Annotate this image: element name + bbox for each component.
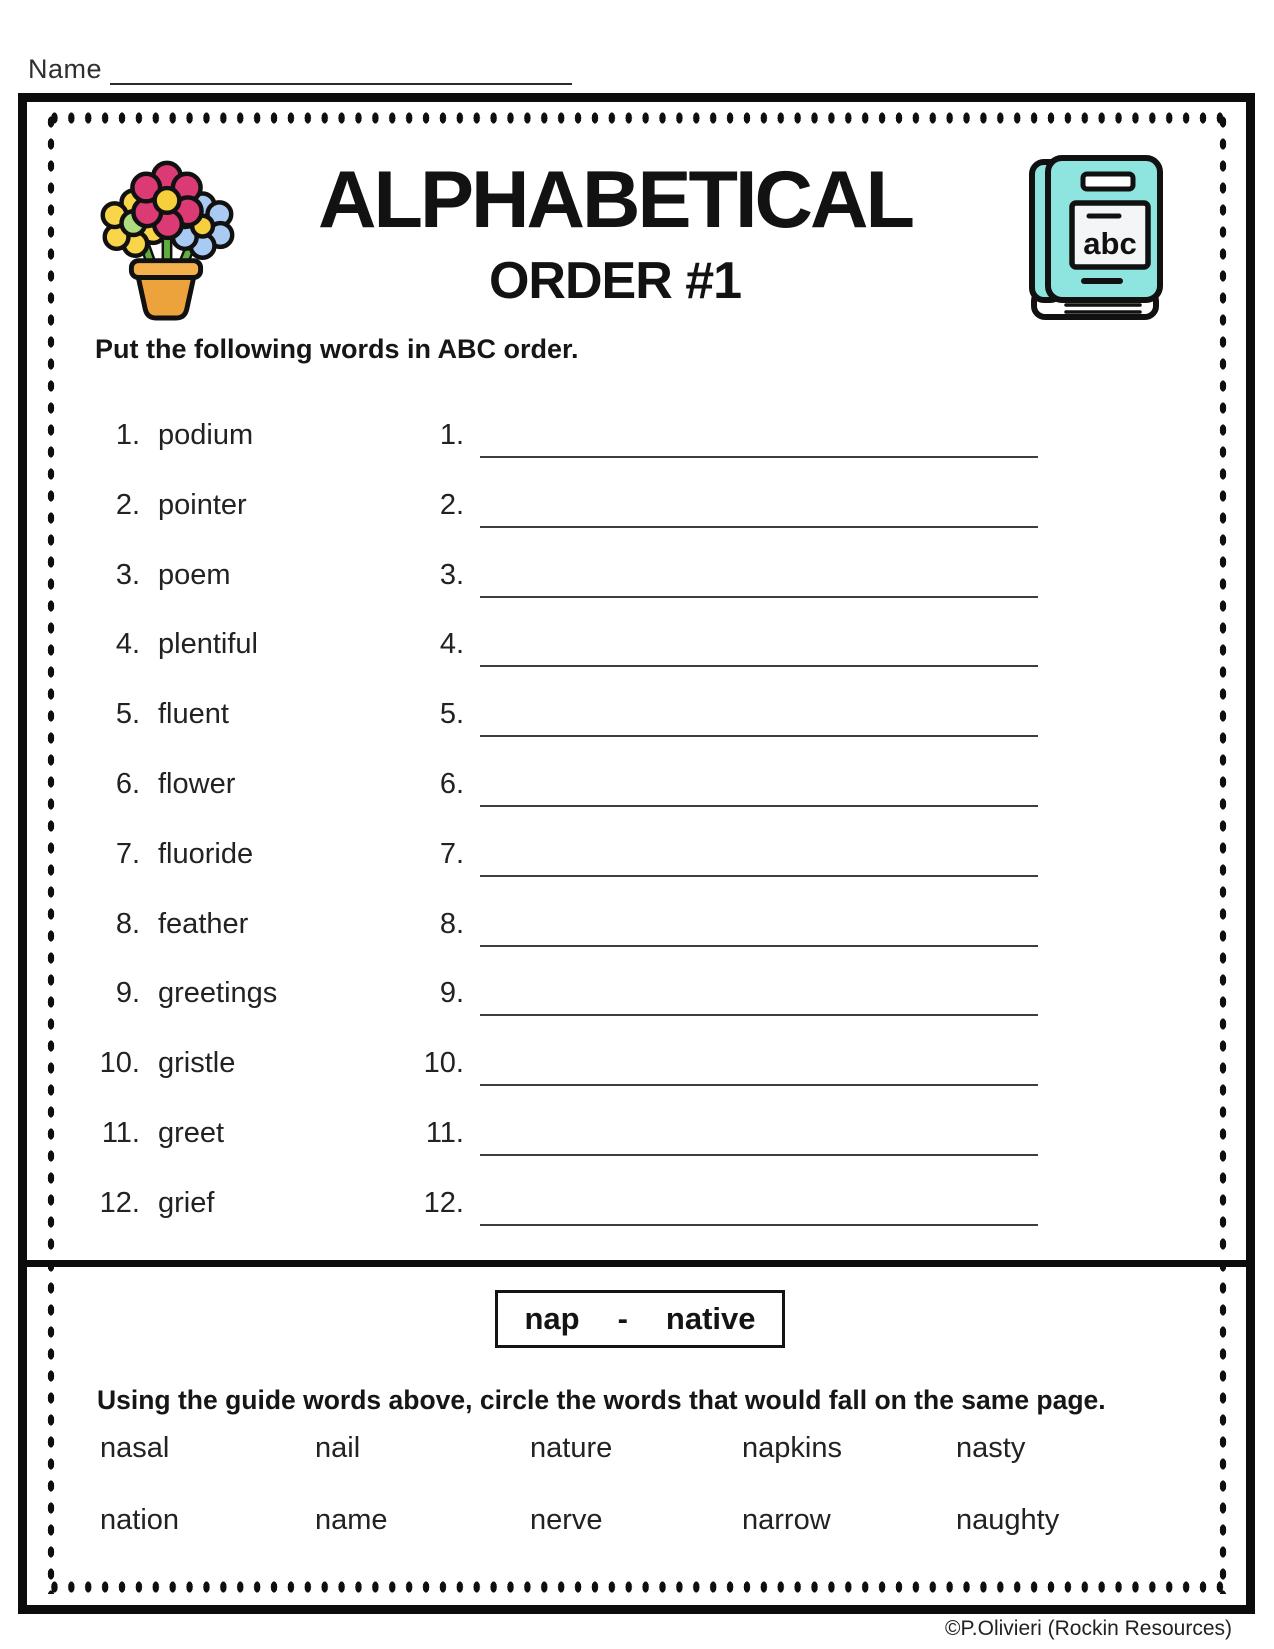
- answer-number: 9.: [439, 977, 464, 1010]
- word-to-sort: poem: [158, 558, 231, 591]
- word-to-sort: fluoride: [158, 837, 254, 870]
- abc-row: [0, 1115, 1274, 1157]
- abc-order-instruction: Put the following words in ABC order.: [95, 334, 579, 364]
- word-number: 5.: [115, 698, 140, 731]
- word-to-sort: feather: [158, 907, 249, 940]
- answer-number: 3.: [439, 558, 464, 591]
- word-to-sort: pointer: [158, 488, 247, 521]
- circle-word[interactable]: nation: [100, 1504, 180, 1536]
- abc-row: [0, 766, 1274, 808]
- guide-words-box: [495, 1290, 785, 1348]
- abc-row: [0, 1045, 1274, 1087]
- circle-word[interactable]: nerve: [530, 1504, 603, 1536]
- answer-number: 6.: [439, 768, 464, 800]
- word-number: 1.: [115, 419, 140, 451]
- guide-word-left: nap: [524, 1301, 580, 1336]
- guide-words-dash: -: [617, 1301, 628, 1336]
- answer-number: 8.: [439, 907, 464, 940]
- word-number: 3.: [115, 558, 140, 591]
- answer-number: 12.: [423, 1186, 464, 1219]
- answer-number: 11.: [425, 1117, 464, 1149]
- word-number: 6.: [115, 768, 140, 800]
- name-field: [28, 54, 572, 85]
- word-number: 2.: [115, 488, 140, 521]
- word-number: 7.: [115, 837, 140, 870]
- circle-word[interactable]: nasal: [100, 1432, 170, 1464]
- answer-blank-line[interactable]: [480, 557, 1038, 598]
- guide-word-right: native: [665, 1301, 756, 1336]
- abc-row: [0, 696, 1274, 738]
- abc-row: [0, 906, 1274, 948]
- word-number: 9.: [115, 977, 140, 1010]
- answer-number: 2.: [439, 488, 464, 521]
- circle-word[interactable]: nasty: [956, 1432, 1026, 1464]
- word-to-sort: plentiful: [158, 628, 258, 661]
- word-to-sort: gristle: [158, 1047, 236, 1080]
- abc-row: [0, 836, 1274, 878]
- name-label: Name: [28, 54, 103, 84]
- answer-number: 1.: [439, 419, 464, 451]
- name-blank-line[interactable]: [110, 57, 572, 85]
- circle-word[interactable]: napkins: [742, 1432, 842, 1464]
- answer-blank-line[interactable]: [480, 417, 1038, 458]
- circle-word[interactable]: naughty: [956, 1504, 1060, 1536]
- book-label-text: abc: [1083, 226, 1137, 261]
- answer-blank-line[interactable]: [480, 696, 1038, 737]
- word-number: 11.: [101, 1117, 140, 1149]
- abc-row: [0, 557, 1274, 599]
- word-to-sort: greetings: [158, 977, 278, 1010]
- circle-word[interactable]: nail: [315, 1432, 361, 1464]
- answer-number: 4.: [439, 628, 464, 661]
- page-title: ALPHABETICAL: [318, 155, 912, 245]
- flower-pot-icon: [82, 146, 250, 327]
- answer-number: 7.: [439, 837, 464, 870]
- dotted-border-bottom: [46, 1580, 1228, 1594]
- word-to-sort: greet: [158, 1117, 225, 1149]
- word-to-sort: podium: [158, 419, 254, 451]
- answer-blank-line[interactable]: [480, 1115, 1038, 1156]
- circle-word[interactable]: narrow: [742, 1504, 831, 1536]
- answer-blank-line[interactable]: [480, 836, 1038, 877]
- abc-book-icon: [1022, 150, 1172, 335]
- header: [262, 155, 968, 310]
- circle-words-grid: [100, 1432, 1190, 1536]
- dotted-border-top: [46, 111, 1228, 125]
- answer-blank-line[interactable]: [480, 487, 1038, 528]
- abc-row: [0, 975, 1274, 1017]
- section-divider: [27, 1260, 1246, 1267]
- answer-blank-line[interactable]: [480, 766, 1038, 807]
- copyright-credit: ©P.Olivieri (Rockin Resources): [945, 1617, 1232, 1640]
- word-number: 4.: [115, 628, 140, 661]
- answer-blank-line[interactable]: [480, 1185, 1038, 1226]
- abc-row: [0, 1185, 1274, 1227]
- answer-blank-line[interactable]: [480, 906, 1038, 947]
- circle-word[interactable]: nature: [530, 1432, 613, 1464]
- word-to-sort: flower: [158, 768, 236, 800]
- answer-blank-line[interactable]: [480, 975, 1038, 1016]
- word-number: 12.: [99, 1186, 140, 1219]
- word-number: 8.: [115, 907, 140, 940]
- abc-row: [0, 626, 1274, 668]
- page-subtitle: ORDER #1: [488, 252, 742, 310]
- word-to-sort: fluent: [158, 698, 229, 731]
- circle-word[interactable]: name: [315, 1504, 388, 1536]
- word-number: 10.: [99, 1047, 140, 1080]
- answer-number: 10.: [423, 1047, 464, 1080]
- word-to-sort: grief: [158, 1186, 215, 1219]
- abc-row: [0, 417, 1274, 459]
- circle-words-instruction: Using the guide words above, circle the words that would fall on the same page.: [97, 1385, 1106, 1415]
- answer-blank-line[interactable]: [480, 1045, 1038, 1086]
- answer-number: 5.: [439, 698, 464, 731]
- abc-row: [0, 487, 1274, 529]
- answer-blank-line[interactable]: [480, 626, 1038, 667]
